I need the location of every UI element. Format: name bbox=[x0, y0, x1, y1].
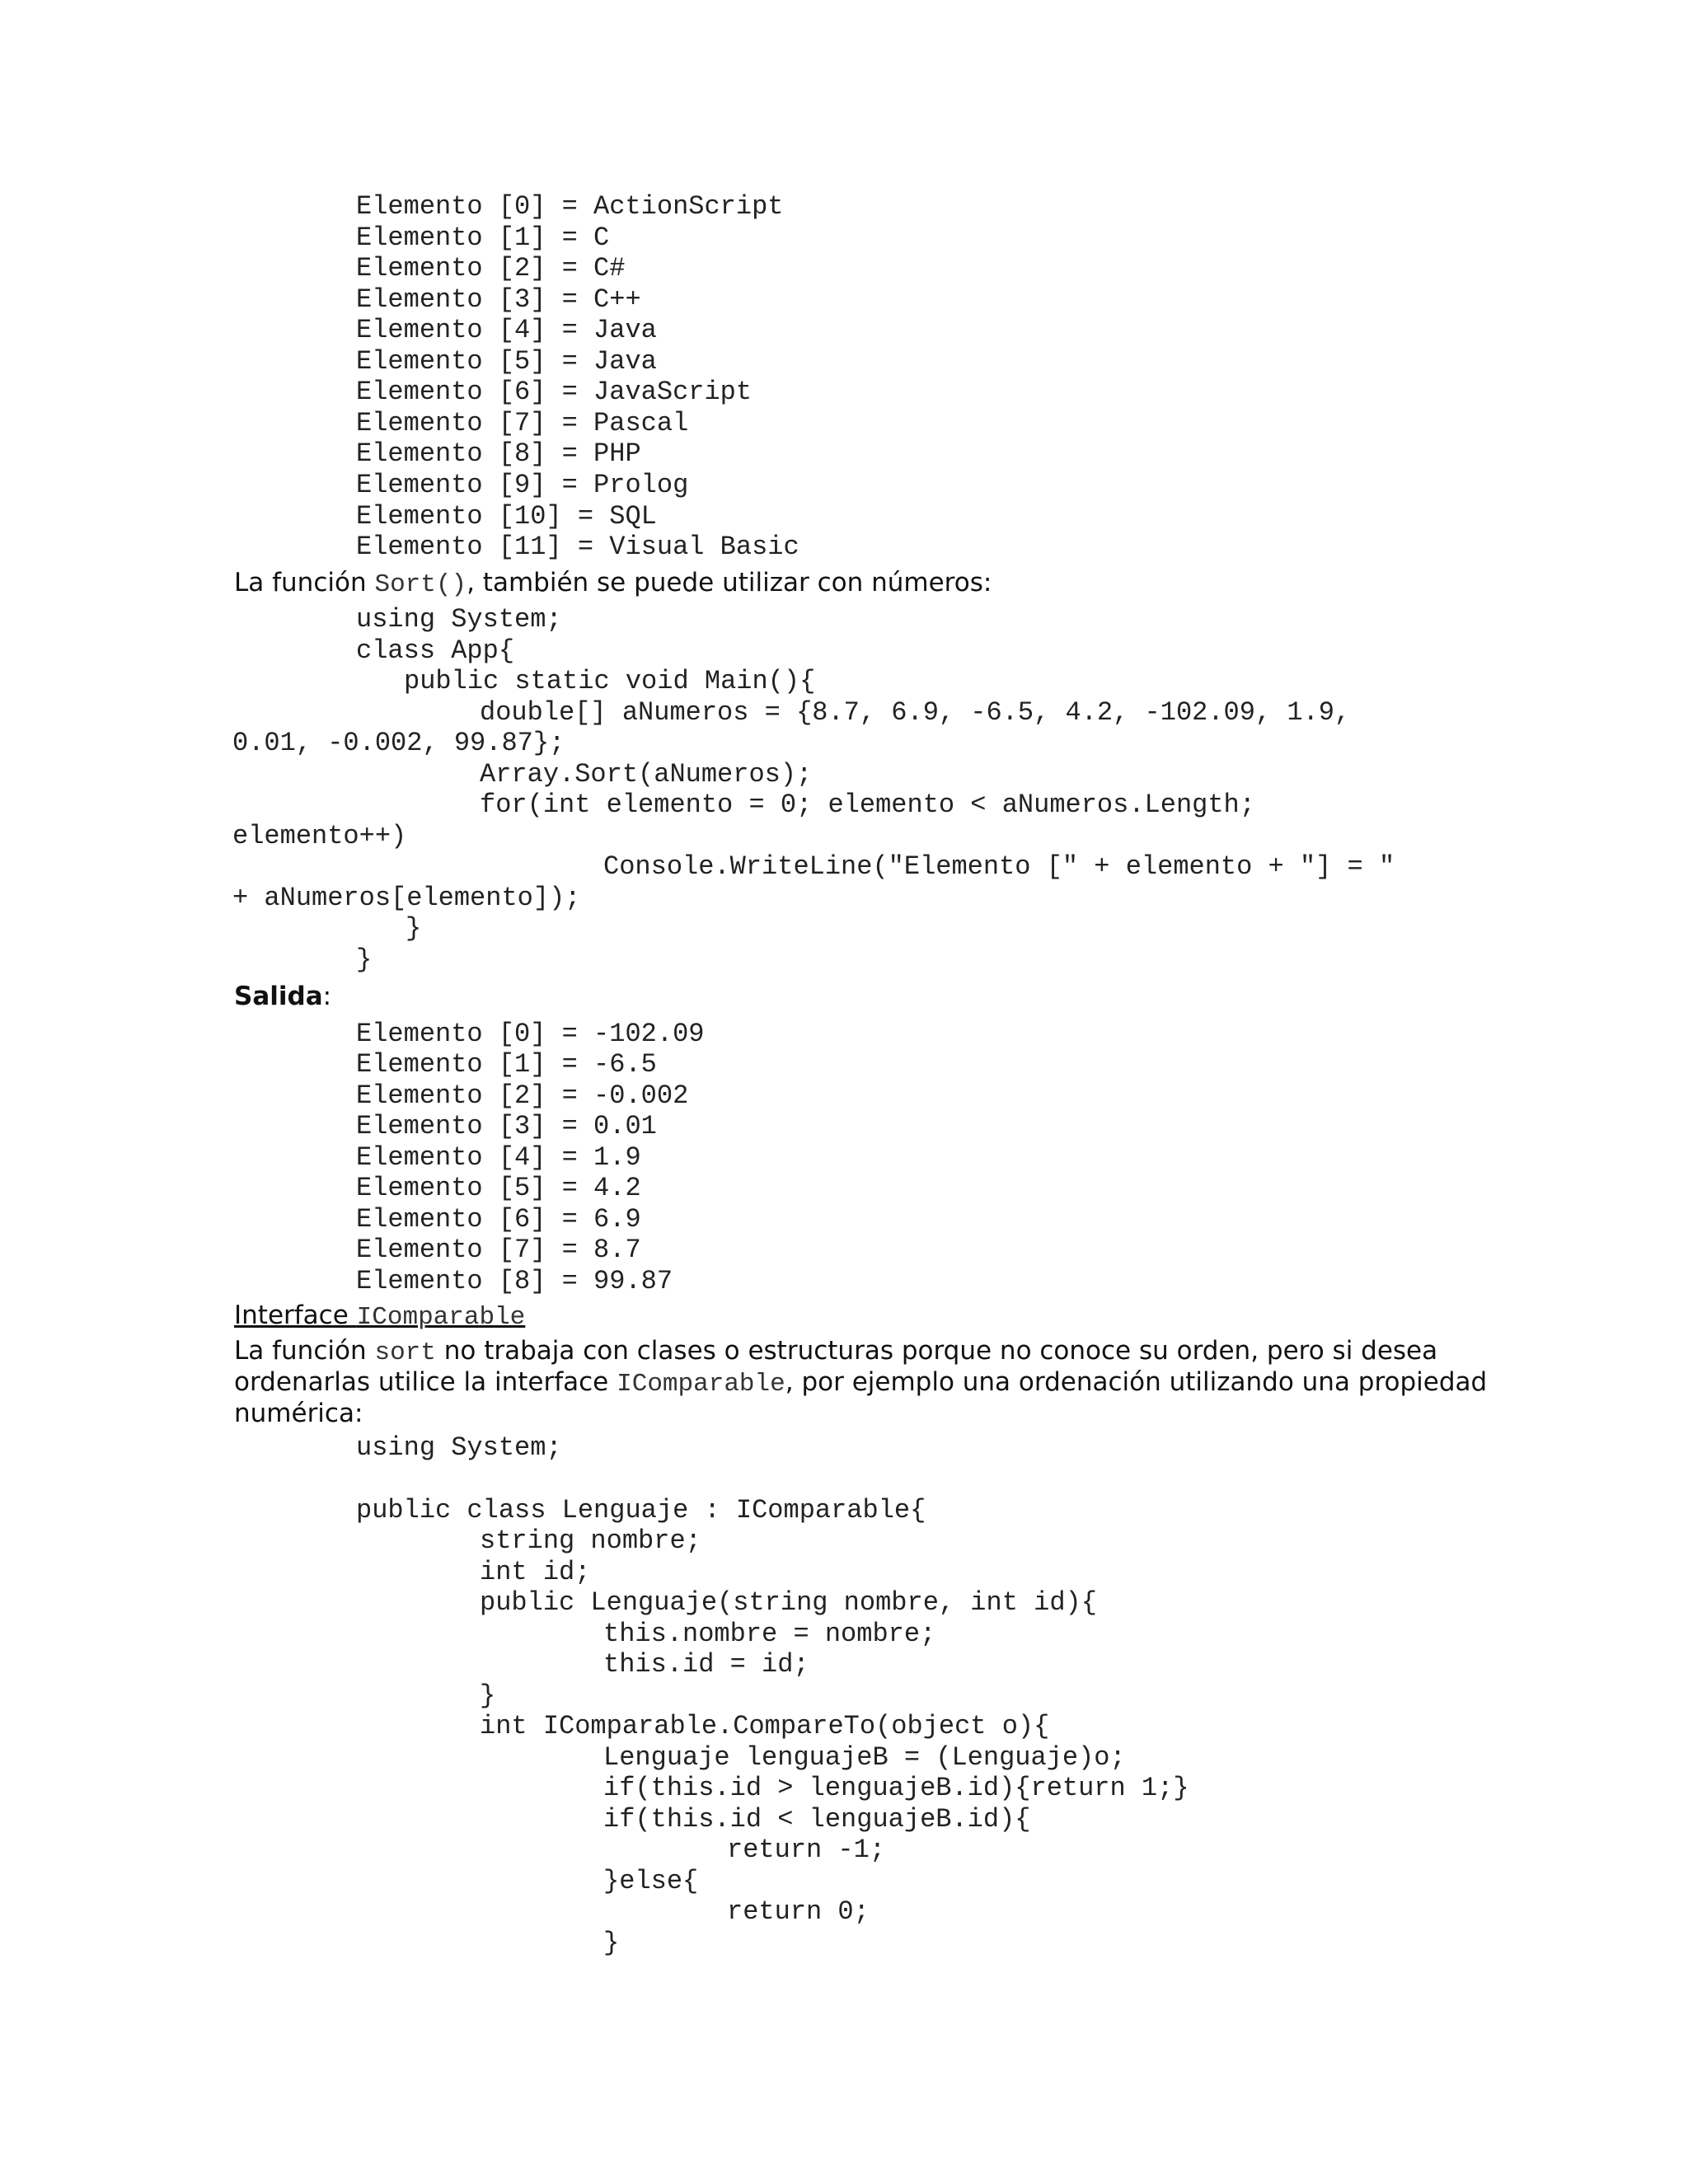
heading-text: Interface bbox=[234, 1301, 357, 1330]
code-line: if(this.id < lenguajeB.id){ bbox=[603, 1804, 1031, 1835]
code-line: string nombre; bbox=[480, 1526, 701, 1556]
code-line: 0.01, -0.002, 99.87}; bbox=[232, 728, 565, 758]
output1-line: Elemento [10] = SQL bbox=[356, 501, 657, 532]
code-line: return 0; bbox=[727, 1896, 870, 1927]
output1-line: Elemento [8] = PHP bbox=[356, 438, 641, 469]
paragraph-line bbox=[234, 1335, 1437, 1369]
paragraph-text: La función bbox=[234, 1336, 375, 1366]
paragraph-line: numérica: bbox=[234, 1399, 363, 1428]
code-line: elemento++) bbox=[232, 821, 407, 851]
code-line: Lenguaje lenguajeB = (Lenguaje)o; bbox=[603, 1742, 1126, 1773]
output1-line: Elemento [0] = ActionScript bbox=[356, 191, 784, 222]
output1-line: Elemento [4] = Java bbox=[356, 315, 657, 345]
paragraph-sort-numbers bbox=[234, 567, 992, 601]
paragraph-text: ordenarlas utilice la interface bbox=[234, 1367, 617, 1397]
code-line: return -1; bbox=[727, 1835, 886, 1865]
output1-line: Elemento [9] = Prolog bbox=[356, 470, 689, 500]
code-line: } bbox=[356, 944, 373, 975]
salida-text: Salida bbox=[234, 982, 323, 1011]
section-heading bbox=[234, 1300, 525, 1333]
heading-code: IComparable bbox=[356, 1303, 526, 1332]
output2-line: Elemento [0] = -102.09 bbox=[356, 1019, 705, 1049]
output2-line: Elemento [3] = 0.01 bbox=[356, 1111, 657, 1141]
output2-line: Elemento [1] = -6.5 bbox=[356, 1049, 657, 1080]
code-line: public Lenguaje(string nombre, int id){ bbox=[480, 1587, 1097, 1618]
code-line: Array.Sort(aNumeros); bbox=[480, 759, 813, 790]
paragraph-text: , por ejemplo una ordenación utilizando una propiedad bbox=[785, 1367, 1488, 1397]
code-line: int id; bbox=[480, 1557, 591, 1587]
paragraph-line bbox=[234, 1366, 1487, 1400]
code-line: using System; bbox=[356, 1432, 562, 1463]
code-line: for(int elemento = 0; elemento < aNumeros.Length; bbox=[480, 790, 1255, 820]
output1-line: Elemento [5] = Java bbox=[356, 346, 657, 377]
code-line: Console.WriteLine("Elemento [" + elemento + "] = " bbox=[603, 851, 1395, 882]
salida-label bbox=[234, 981, 331, 1012]
code-line: double[] aNumeros = {8.7, 6.9, -6.5, 4.2, -102.09, 1.9, bbox=[480, 697, 1351, 728]
code-line: + aNumeros[elemento]); bbox=[232, 883, 581, 913]
output1-line: Elemento [11] = Visual Basic bbox=[356, 532, 799, 562]
output1-line: Elemento [3] = C++ bbox=[356, 284, 641, 315]
inline-code: sort bbox=[374, 1338, 436, 1367]
code-line: int IComparable.CompareTo(object o){ bbox=[480, 1711, 1050, 1741]
output2-line: Elemento [4] = 1.9 bbox=[356, 1142, 641, 1173]
output1-line: Elemento [2] = C# bbox=[356, 253, 626, 284]
code-line: class App{ bbox=[356, 635, 515, 666]
code-line: this.id = id; bbox=[603, 1649, 809, 1680]
output1-line: Elemento [6] = JavaScript bbox=[356, 377, 753, 407]
output1-line: Elemento [7] = Pascal bbox=[356, 408, 689, 438]
output2-line: Elemento [8] = 99.87 bbox=[356, 1266, 673, 1296]
code-line: }else{ bbox=[603, 1866, 699, 1896]
code-line: } bbox=[480, 1680, 496, 1711]
output2-line: Elemento [7] = 8.7 bbox=[356, 1235, 641, 1265]
code-line: public class Lenguaje : IComparable{ bbox=[356, 1495, 926, 1526]
output2-line: Elemento [5] = 4.2 bbox=[356, 1173, 641, 1203]
inline-code: IComparable bbox=[617, 1370, 785, 1399]
output2-line: Elemento [2] = -0.002 bbox=[356, 1080, 689, 1111]
code-line: this.nombre = nombre; bbox=[603, 1619, 936, 1649]
paragraph-text: no trabaja con clases o estructuras porque no conoce su orden, pero si desea bbox=[435, 1336, 1438, 1366]
output2-line: Elemento [6] = 6.9 bbox=[356, 1204, 641, 1235]
code-line: } bbox=[603, 1928, 620, 1958]
salida-colon: : bbox=[322, 982, 332, 1011]
code-line: public static void Main(){ bbox=[404, 666, 816, 696]
code-line: if(this.id > lenguajeB.id){return 1;} bbox=[603, 1773, 1189, 1803]
paragraph-text: La función bbox=[234, 568, 375, 598]
output1-line: Elemento [1] = C bbox=[356, 223, 610, 253]
paragraph-text: , también se puede utilizar con números: bbox=[467, 568, 992, 598]
code-line: } bbox=[406, 913, 422, 944]
inline-code: Sort() bbox=[374, 570, 467, 599]
code-line: using System; bbox=[356, 604, 562, 635]
